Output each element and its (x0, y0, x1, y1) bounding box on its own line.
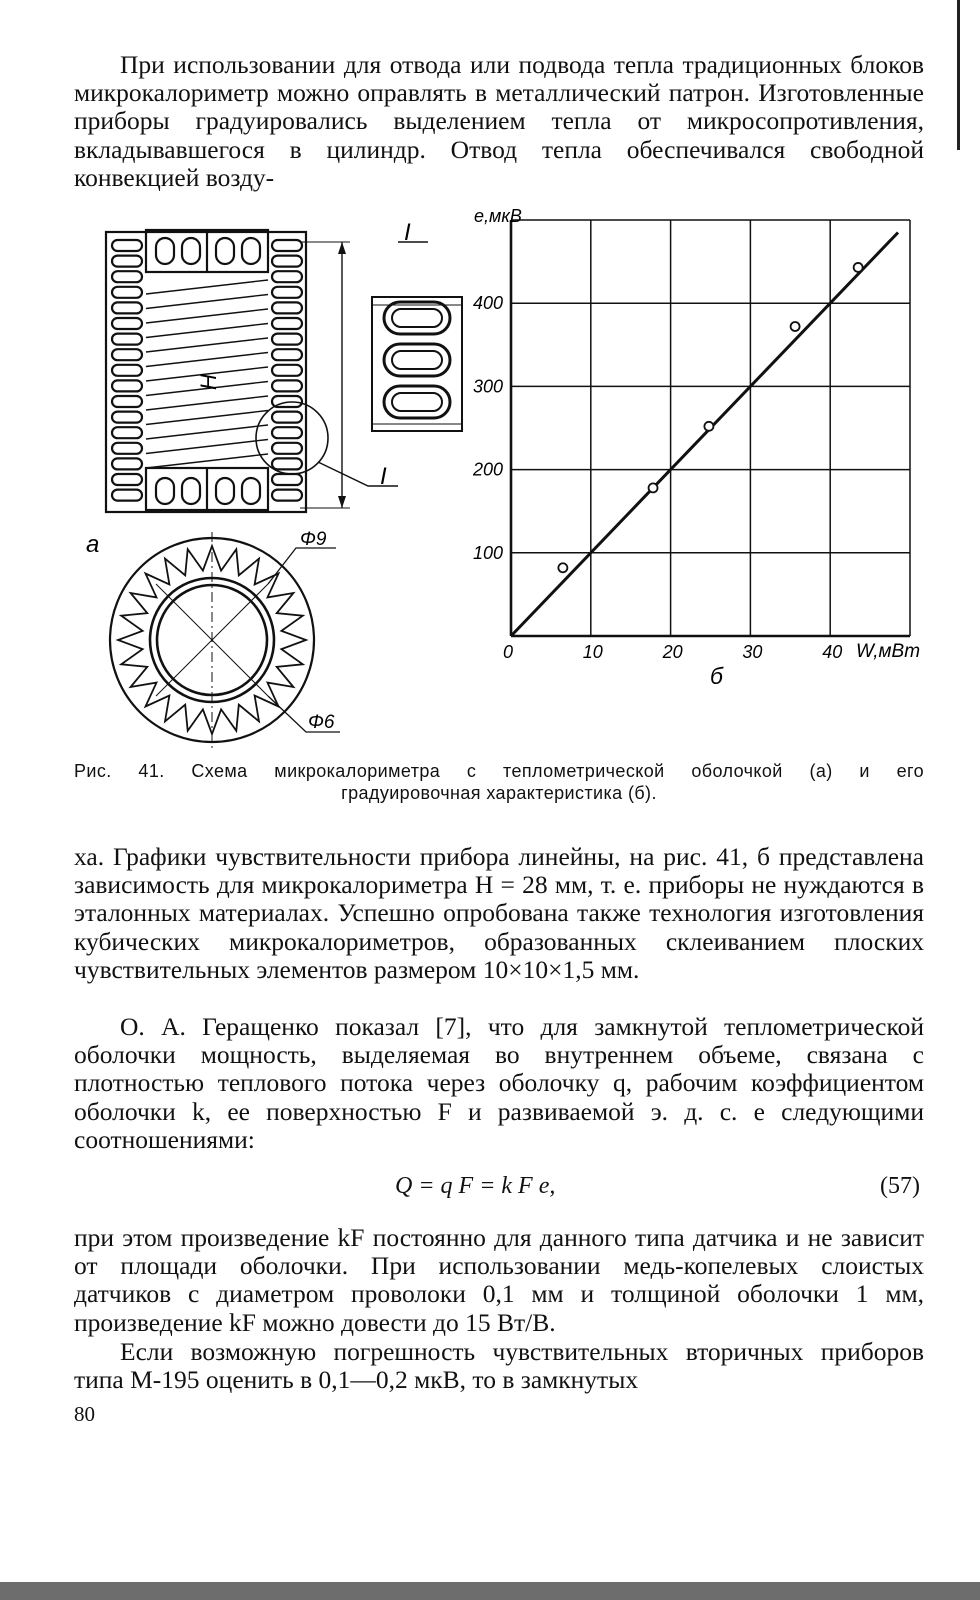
y-axis-label: e,мкВ (474, 206, 522, 226)
paragraph-1: При использовании для отвода или подвода тепла традиционных блоков микрокалориметр можно оправлять в металлический патрон. Изготовленные приборы градуировались выделением тепла от микросопротивления, вкладывавшегося в цилиндр. Отвод тепла обеспечивался свободной конвекцией возду- (74, 50, 924, 192)
y-tick-label: 200 (473, 459, 504, 480)
label-H: H (196, 374, 221, 390)
x-tick-label: 40 (822, 642, 843, 662)
y-tick-label: 400 (473, 293, 504, 314)
label-phi6: Φ6 (308, 712, 335, 733)
x-tick-label: 20 (662, 642, 683, 662)
label-detail: I (380, 463, 387, 490)
label-detail-top: I (404, 219, 411, 246)
label-phi9: Φ9 (300, 529, 327, 550)
label-a: а (86, 531, 100, 558)
y-tick-label: 300 (473, 376, 504, 397)
x-tick-label: 0 (503, 642, 514, 662)
data-point (854, 263, 863, 272)
paragraph-4: при этом произведение kF постоянно для данного типа датчика и не зависит от площади оболочки. При использовании медь-копелевых слоистых датчиков с диаметром проволоки 0,1 мм и толщиной оболочки 1 мм, произведение kF можно довести до 15 Вт/В. (74, 1223, 924, 1337)
x-tick-label: 30 (742, 642, 763, 662)
calibration-chart (0, 0, 980, 760)
page-number: 80 (74, 1402, 95, 1426)
x-axis-label: W,мВт (856, 641, 921, 662)
x-tick-label: 10 (582, 642, 603, 662)
paragraph-5: Если возможную погрешность чувствительных вторичных приборов типа М-195 оценить в 0,1—0,2 мкВ, то в замкнутых (74, 1337, 924, 1395)
equation-number: (57) (880, 1173, 920, 1199)
data-point (704, 422, 713, 431)
caption-line-1: Рис. 41. Схема микрокалориметра с теплометрической оболочкой (а) и его (74, 761, 924, 781)
y-tick-label: 100 (473, 542, 504, 563)
data-point (649, 483, 658, 492)
formula-57: Q = q F = k F e, (395, 1173, 556, 1199)
paragraph-3: О. А. Геращенко показал [7], что для замкнутой теплометрической оболочки мощность, выделяемая во внутреннем объеме, связана с плотностью теплового потока через оболочку q, рабочим коэффициентом оболочки k, ее поверхностью F и развиваемой э. д. с. e следующими соотношениями: (74, 1012, 924, 1154)
paragraph-2: ха. Графики чувствительности прибора линейны, на рис. 41, б представлена зависимость для микрокалориметра H = 28 мм, т. е. приборы не нуждаются в эталонных материалах. Успешно опробована также технология изготовления кубических микрокалориметров, образованных склеиванием плоских чувствительных элементов размером 10×10×1,5 мм. (74, 842, 924, 984)
label-b: б (710, 663, 723, 689)
data-point (791, 322, 800, 331)
data-point (558, 563, 567, 572)
figure-caption (74, 760, 924, 804)
caption-line-2: градуировочная характеристика (б). (341, 783, 657, 803)
scan-bottom-edge (0, 1582, 980, 1600)
fit-line (511, 232, 898, 636)
